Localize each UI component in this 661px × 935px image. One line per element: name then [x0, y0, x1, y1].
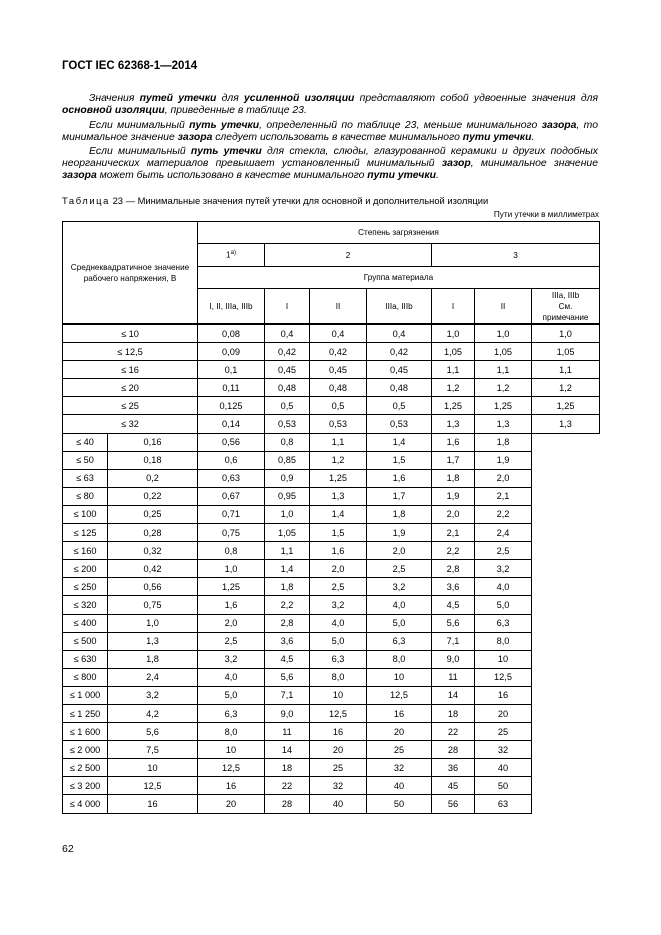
value-cell: 1,9: [475, 451, 532, 469]
value-cell: 0,56: [198, 433, 265, 451]
value-cell: 1,6: [432, 433, 475, 451]
value-cell: 0,48: [265, 379, 310, 397]
voltage-cell: ≤ 250: [63, 578, 108, 596]
value-cell: 2,8: [265, 614, 310, 632]
table-row: [63, 686, 600, 704]
value-cell: 0,48: [310, 379, 367, 397]
value-cell: 9,0: [265, 704, 310, 722]
value-cell: 10: [108, 759, 198, 777]
value-cell: 1,4: [265, 560, 310, 578]
table-row: [63, 650, 600, 668]
value-cell: 1,3: [432, 415, 475, 433]
value-cell: 1,6: [310, 542, 367, 560]
value-cell: 2,0: [198, 614, 265, 632]
material-group-1: I, II, IIIa, IIIb: [198, 289, 265, 325]
units-note: Пути утечки в миллиметрах: [493, 210, 599, 219]
text-run: Значения: [89, 93, 140, 104]
value-cell: 0,48: [367, 379, 432, 397]
value-cell: 1,2: [432, 379, 475, 397]
table-row: [63, 777, 600, 795]
value-cell: 0,71: [198, 505, 265, 523]
table-row: [63, 361, 600, 379]
value-cell: 0,42: [310, 343, 367, 361]
value-cell: 0,53: [367, 415, 432, 433]
value-cell: 16: [310, 723, 367, 741]
text-run: может быть использовано в качестве минимального: [96, 170, 368, 181]
value-cell: 5,0: [310, 632, 367, 650]
value-cell: 0,53: [310, 415, 367, 433]
value-cell: 0,9: [265, 469, 310, 487]
table-row: [63, 505, 600, 523]
material-group-4: IIIa, IIIb: [367, 289, 432, 325]
value-cell: 16: [108, 795, 198, 813]
value-cell: 0,18: [108, 451, 198, 469]
term: путь утечки: [190, 146, 262, 157]
value-cell: 0,5: [367, 397, 432, 415]
value-cell: 1,9: [432, 487, 475, 505]
value-cell: 5,6: [432, 614, 475, 632]
value-cell: 11: [265, 723, 310, 741]
value-cell: 12,5: [310, 704, 367, 722]
value-cell: 1,25: [432, 397, 475, 415]
value-cell: 0,85: [265, 451, 310, 469]
voltage-cell: ≤ 25: [63, 397, 198, 415]
text-run: , минимальное значение: [470, 158, 598, 169]
value-cell: 0,8: [265, 433, 310, 451]
value-cell: 2,2: [432, 542, 475, 560]
value-cell: 1,0: [265, 505, 310, 523]
value-cell: 0,75: [198, 524, 265, 542]
term: путь утечки: [189, 120, 260, 131]
voltage-cell: ≤ 1 600: [63, 723, 108, 741]
table-row: [63, 614, 600, 632]
value-cell: 0,11: [198, 379, 265, 397]
value-cell: 1,0: [432, 324, 475, 343]
value-cell: 1,3: [475, 415, 532, 433]
value-cell: 7,1: [265, 686, 310, 704]
value-cell: 25: [475, 723, 532, 741]
rows-low-voltage: [63, 324, 600, 433]
text-run: , то минимальное значение: [62, 120, 598, 143]
value-cell: 0,4: [265, 324, 310, 343]
material-group-2: I: [265, 289, 310, 325]
term: путей утечки: [139, 93, 217, 104]
value-cell: 20: [475, 704, 532, 722]
text-run: Если минимальный: [89, 146, 191, 157]
table-row: [63, 560, 600, 578]
value-cell: 4,0: [198, 668, 265, 686]
value-cell: 2,0: [367, 542, 432, 560]
value-cell: 1,0: [198, 560, 265, 578]
value-cell: 10: [367, 668, 432, 686]
voltage-cell: ≤ 80: [63, 487, 108, 505]
value-cell: 1,05: [475, 343, 532, 361]
value-cell: 0,125: [198, 397, 265, 415]
table-row: [63, 578, 600, 596]
value-cell: 1,8: [265, 578, 310, 596]
voltage-cell: ≤ 3 200: [63, 777, 108, 795]
value-cell: 12,5: [367, 686, 432, 704]
value-cell: 36: [432, 759, 475, 777]
value-cell: 56: [432, 795, 475, 813]
value-cell: 32: [310, 777, 367, 795]
value-cell: 1,3: [310, 487, 367, 505]
voltage-cell: ≤ 63: [63, 469, 108, 487]
voltage-cell: ≤ 32: [63, 415, 198, 433]
value-cell: 40: [367, 777, 432, 795]
value-cell: 2,8: [432, 560, 475, 578]
text-run: следует использовать в качестве минимального: [212, 132, 463, 143]
value-cell: 40: [310, 795, 367, 813]
table-row: [63, 795, 600, 813]
value-cell: 4,5: [265, 650, 310, 668]
value-cell: 0,56: [108, 578, 198, 596]
value-cell: 20: [367, 723, 432, 741]
value-cell: 0,42: [108, 560, 198, 578]
value-cell: 9,0: [432, 650, 475, 668]
value-cell: 0,42: [367, 343, 432, 361]
value-cell: 2,0: [310, 560, 367, 578]
value-cell: 0,14: [198, 415, 265, 433]
value-cell: 6,3: [367, 632, 432, 650]
material-group-6: II: [475, 289, 532, 325]
value-cell: 1,1: [475, 361, 532, 379]
value-cell: 5,0: [475, 596, 532, 614]
value-cell: 4,0: [310, 614, 367, 632]
table-caption: [62, 195, 488, 206]
value-cell: 1,8: [475, 433, 532, 451]
value-cell: 8,0: [367, 650, 432, 668]
table-caption-text: 23 — Минимальные значения путей утечки для основной и дополнительной изоляции: [109, 195, 489, 206]
value-cell: 1,1: [265, 542, 310, 560]
text-run: , определенный по таблице 23, меньше минимального: [259, 120, 542, 131]
value-cell: 5,0: [367, 614, 432, 632]
term: зазора: [177, 132, 213, 143]
value-cell: 1,8: [367, 505, 432, 523]
value-cell: 5,6: [265, 668, 310, 686]
value-cell: 18: [432, 704, 475, 722]
value-cell: 1,25: [532, 397, 600, 415]
voltage-cell: ≤ 320: [63, 596, 108, 614]
value-cell: 1,3: [108, 632, 198, 650]
term: зазора: [541, 120, 577, 131]
value-cell: 1,1: [310, 433, 367, 451]
value-cell: 1,05: [532, 343, 600, 361]
pollution-degree-3: 3: [432, 244, 600, 267]
value-cell: 3,2: [108, 686, 198, 704]
value-cell: 22: [265, 777, 310, 795]
value-cell: 28: [432, 741, 475, 759]
value-cell: 2,0: [475, 469, 532, 487]
value-cell: 8,0: [198, 723, 265, 741]
value-cell: 0,5: [310, 397, 367, 415]
value-cell: 0,95: [265, 487, 310, 505]
value-cell: 1,0: [475, 324, 532, 343]
value-cell: 0,6: [198, 451, 265, 469]
table-row: [63, 469, 600, 487]
value-cell: 2,1: [475, 487, 532, 505]
value-cell: 3,2: [367, 578, 432, 596]
value-cell: 22: [432, 723, 475, 741]
voltage-cell: ≤ 2 500: [63, 759, 108, 777]
value-cell: 10: [310, 686, 367, 704]
paragraph-2: [62, 120, 598, 144]
value-cell: 1,1: [432, 361, 475, 379]
table-row: [63, 704, 600, 722]
value-cell: 3,6: [265, 632, 310, 650]
value-cell: 2,1: [432, 524, 475, 542]
value-cell: 1,0: [532, 324, 600, 343]
value-cell: 12,5: [198, 759, 265, 777]
value-cell: 4,5: [432, 596, 475, 614]
value-cell: 0,8: [198, 542, 265, 560]
voltage-cell: ≤ 200: [63, 560, 108, 578]
value-cell: 16: [475, 686, 532, 704]
value-cell: 0,45: [265, 361, 310, 379]
value-cell: 20: [198, 795, 265, 813]
table-row: [63, 415, 600, 433]
value-cell: 16: [367, 704, 432, 722]
value-cell: 45: [432, 777, 475, 795]
value-cell: 0,08: [198, 324, 265, 343]
voltage-header: Среднеквадратичное значение рабочего напряжения, В: [63, 222, 198, 325]
material-group-5: I: [432, 289, 475, 325]
value-cell: 12,5: [475, 668, 532, 686]
term: пути утечки: [462, 132, 532, 143]
voltage-cell: ≤ 4 000: [63, 795, 108, 813]
value-cell: 40: [475, 759, 532, 777]
value-cell: 25: [367, 741, 432, 759]
value-cell: 2,4: [108, 668, 198, 686]
value-cell: 25: [310, 759, 367, 777]
voltage-cell: ≤ 100: [63, 505, 108, 523]
rows-high-voltage: [63, 433, 600, 813]
value-cell: 1,05: [432, 343, 475, 361]
paragraph-3: [62, 146, 598, 182]
value-cell: 1,0: [108, 614, 198, 632]
voltage-cell: ≤ 50: [63, 451, 108, 469]
value-cell: 0,53: [265, 415, 310, 433]
value-cell: 1,8: [108, 650, 198, 668]
value-cell: 0,63: [198, 469, 265, 487]
value-cell: 8,0: [310, 668, 367, 686]
value-cell: 0,42: [265, 343, 310, 361]
voltage-cell: ≤ 160: [63, 542, 108, 560]
value-cell: 1,7: [367, 487, 432, 505]
value-cell: 1,05: [265, 524, 310, 542]
text-run: представляют собой удвоенные значения для: [354, 93, 598, 104]
value-cell: 16: [198, 777, 265, 795]
voltage-cell: ≤ 630: [63, 650, 108, 668]
voltage-cell: ≤ 1 250: [63, 704, 108, 722]
term: основной изоляции: [62, 105, 165, 116]
value-cell: 3,2: [198, 650, 265, 668]
material-group-3: II: [310, 289, 367, 325]
value-cell: 0,25: [108, 505, 198, 523]
pollution-degree-2: 2: [265, 244, 432, 267]
value-cell: 0,4: [367, 324, 432, 343]
voltage-cell: ≤ 400: [63, 614, 108, 632]
value-cell: 1,1: [532, 361, 600, 379]
value-cell: 3,6: [432, 578, 475, 596]
table-row: [63, 433, 600, 451]
value-cell: 10: [475, 650, 532, 668]
term: усиленной изоляции: [244, 93, 355, 104]
page-number: 62: [62, 843, 74, 855]
value-cell: 4,2: [108, 704, 198, 722]
value-cell: 3,2: [475, 560, 532, 578]
table-caption-label: Таблица: [62, 195, 110, 206]
value-cell: 6,3: [310, 650, 367, 668]
value-cell: 1,2: [532, 379, 600, 397]
value-cell: 0,45: [367, 361, 432, 379]
value-cell: 1,2: [475, 379, 532, 397]
table-row: [63, 324, 600, 343]
material-group-header: Группа материала: [198, 267, 600, 289]
voltage-cell: ≤ 1 000: [63, 686, 108, 704]
table-row: [63, 542, 600, 560]
value-cell: 1,5: [310, 524, 367, 542]
voltage-cell: ≤ 20: [63, 379, 198, 397]
voltage-cell: ≤ 10: [63, 324, 198, 343]
value-cell: 5,6: [108, 723, 198, 741]
voltage-cell: ≤ 40: [63, 433, 108, 451]
value-cell: 0,22: [108, 487, 198, 505]
text-run: для стекла, слюды, глазурованной керамики и других подобных неорганических материалов превышает установленный минимальный: [62, 146, 599, 169]
value-cell: 28: [265, 795, 310, 813]
table-row: [63, 723, 600, 741]
table-row: [63, 596, 600, 614]
voltage-cell: ≤ 12,5: [63, 343, 198, 361]
pollution-degree-1: 1$^{a)}$: [198, 244, 265, 267]
table-row: [63, 668, 600, 686]
creepage-table: [62, 221, 600, 814]
paragraph-1: [62, 93, 598, 117]
table-row: [63, 759, 600, 777]
value-cell: 50: [367, 795, 432, 813]
value-cell: 0,2: [108, 469, 198, 487]
text-run: .: [531, 132, 535, 143]
value-cell: 20: [310, 741, 367, 759]
value-cell: 2,5: [367, 560, 432, 578]
term: пути утечки: [367, 170, 436, 181]
pollution-degree-header: Степень загрязнения: [198, 222, 600, 244]
value-cell: 2,5: [475, 542, 532, 560]
value-cell: 2,4: [475, 524, 532, 542]
value-cell: 0,75: [108, 596, 198, 614]
document-header: ГОСТ IEC 62368-1—2014: [62, 60, 198, 72]
value-cell: 32: [367, 759, 432, 777]
value-cell: 0,5: [265, 397, 310, 415]
value-cell: 1,8: [432, 469, 475, 487]
text-run: Если минимальный: [89, 120, 190, 131]
voltage-cell: ≤ 16: [63, 361, 198, 379]
term: зазор: [441, 158, 471, 169]
value-cell: 63: [475, 795, 532, 813]
value-cell: 2,2: [475, 505, 532, 523]
value-cell: 32: [475, 741, 532, 759]
value-cell: 14: [265, 741, 310, 759]
voltage-cell: ≤ 800: [63, 668, 108, 686]
value-cell: 1,6: [198, 596, 265, 614]
value-cell: 1,4: [367, 433, 432, 451]
value-cell: 6,3: [198, 704, 265, 722]
value-cell: 0,4: [310, 324, 367, 343]
value-cell: 10: [198, 741, 265, 759]
value-cell: 1,25: [198, 578, 265, 596]
material-group-7: IIIa, IIIb См. примечание: [532, 289, 600, 325]
value-cell: 8,0: [475, 632, 532, 650]
table-row: [63, 487, 600, 505]
table-row: [63, 632, 600, 650]
table-row: [63, 379, 600, 397]
value-cell: 1,25: [475, 397, 532, 415]
value-cell: 4,0: [475, 578, 532, 596]
value-cell: 1,6: [367, 469, 432, 487]
text-run: для: [216, 93, 245, 104]
value-cell: 1,3: [532, 415, 600, 433]
value-cell: 4,0: [367, 596, 432, 614]
value-cell: 14: [432, 686, 475, 704]
value-cell: 18: [265, 759, 310, 777]
value-cell: 1,9: [367, 524, 432, 542]
value-cell: 6,3: [475, 614, 532, 632]
value-cell: 2,5: [310, 578, 367, 596]
value-cell: 11: [432, 668, 475, 686]
table-row: [63, 524, 600, 542]
table-row: [63, 451, 600, 469]
voltage-cell: ≤ 125: [63, 524, 108, 542]
value-cell: 0,32: [108, 542, 198, 560]
value-cell: 1,25: [310, 469, 367, 487]
table-row: [63, 343, 600, 361]
table-row: [63, 397, 600, 415]
value-cell: 0,1: [198, 361, 265, 379]
value-cell: 2,2: [265, 596, 310, 614]
value-cell: 50: [475, 777, 532, 795]
value-cell: 0,67: [198, 487, 265, 505]
value-cell: 12,5: [108, 777, 198, 795]
value-cell: 5,0: [198, 686, 265, 704]
value-cell: 2,5: [198, 632, 265, 650]
value-cell: 0,16: [108, 433, 198, 451]
voltage-cell: ≤ 2 000: [63, 741, 108, 759]
value-cell: 1,7: [432, 451, 475, 469]
value-cell: 0,45: [310, 361, 367, 379]
value-cell: 1,5: [367, 451, 432, 469]
text-run: , приведенные в таблице 23.: [164, 105, 307, 116]
value-cell: 3,2: [310, 596, 367, 614]
footnote-marker: a): [230, 250, 236, 257]
text-run: .: [435, 170, 439, 181]
value-cell: 0,28: [108, 524, 198, 542]
value-cell: 0,09: [198, 343, 265, 361]
value-cell: 1,2: [310, 451, 367, 469]
value-cell: 2,0: [432, 505, 475, 523]
value-cell: 1,4: [310, 505, 367, 523]
value-cell: 7,5: [108, 741, 198, 759]
voltage-cell: ≤ 500: [63, 632, 108, 650]
term: зазора: [62, 170, 97, 181]
table-row: [63, 741, 600, 759]
value-cell: 7,1: [432, 632, 475, 650]
